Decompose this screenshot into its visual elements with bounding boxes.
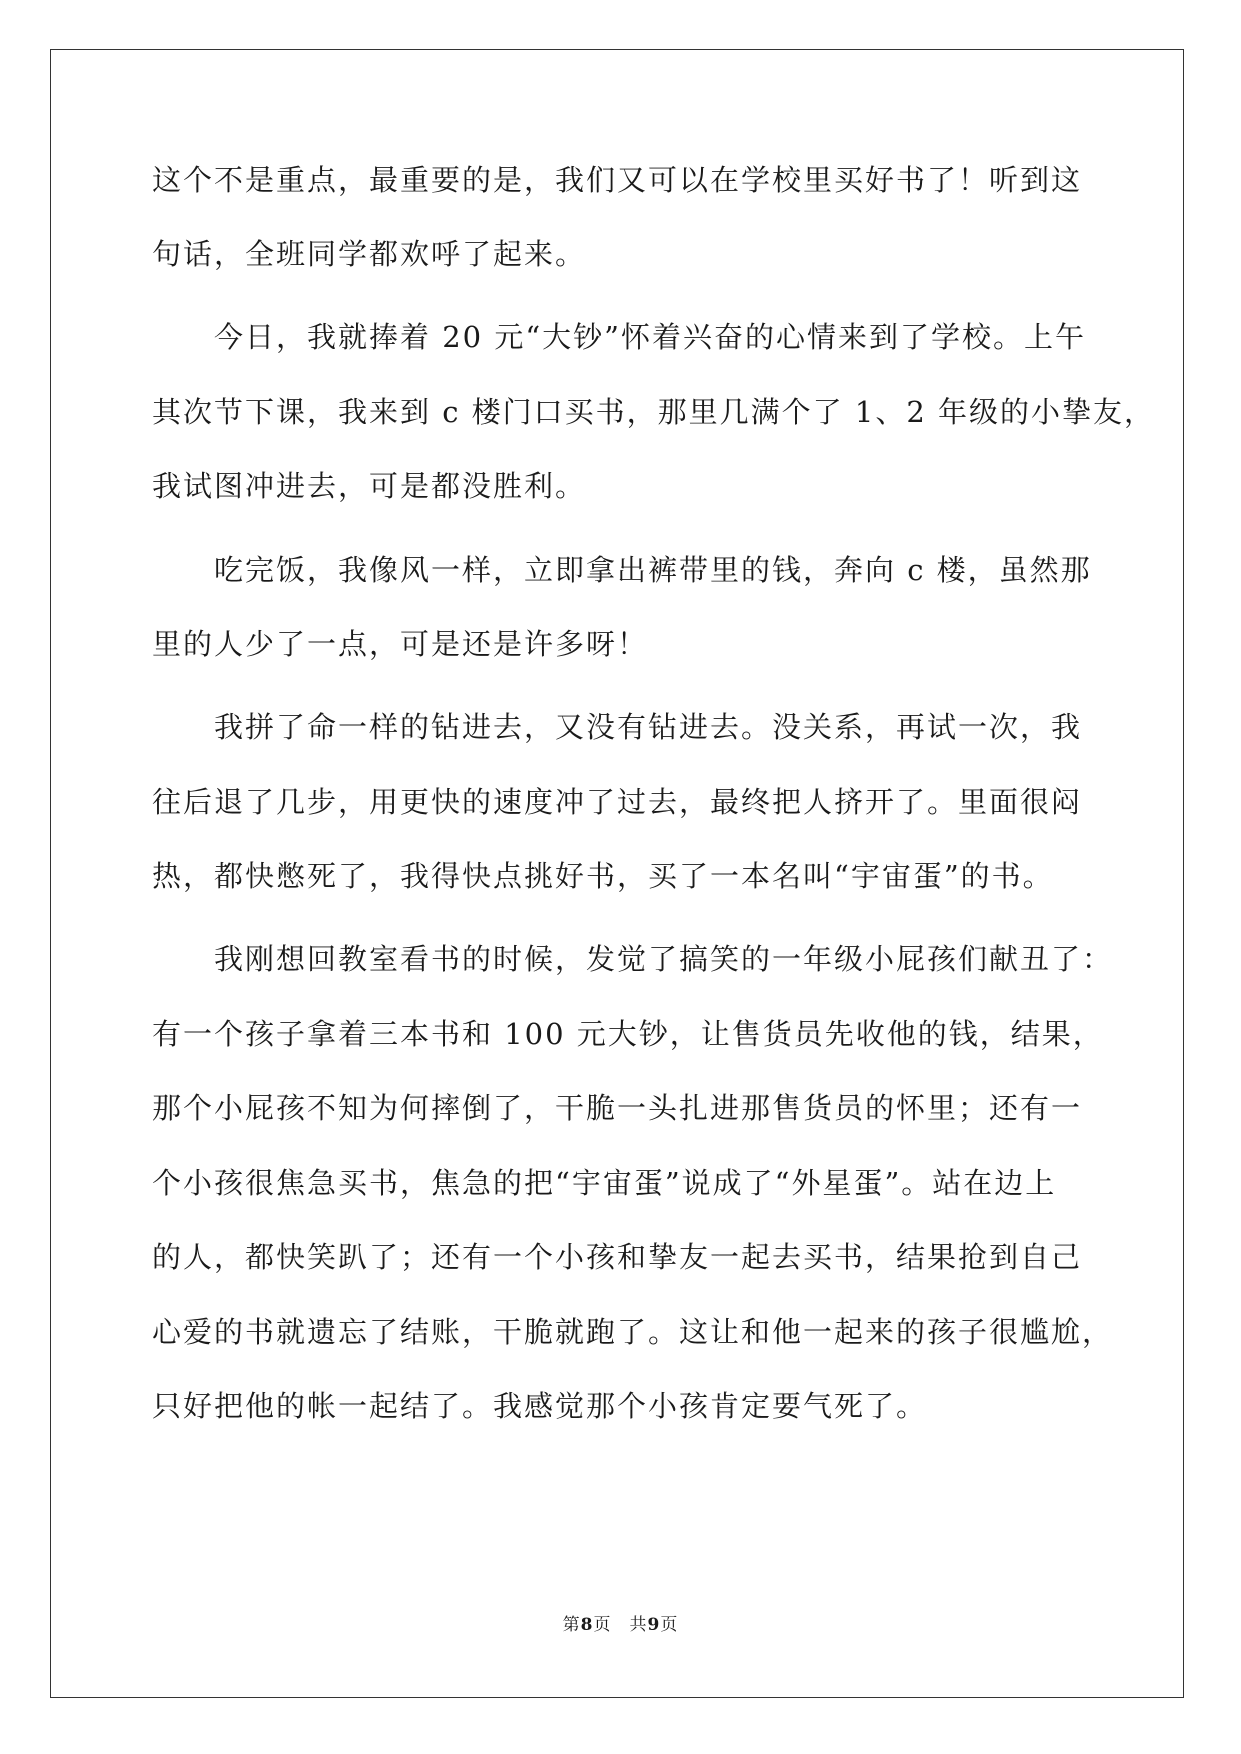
text-line: 我拼了命一样的钻进去，又没有钻进去。没关系，再试一次，我: [152, 710, 1083, 744]
footer-prefix: 第: [562, 1615, 581, 1635]
text-line: 我刚想回教室看书的时候，发觉了搞笑的一年级小屁孩们献丑了：: [152, 942, 1114, 976]
text-line: 那个小屁孩不知为何摔倒了，干脆一头扎进那售货员的怀里；还有一: [152, 1091, 1083, 1125]
current-page-number: 8: [580, 1615, 594, 1635]
text-line: 这个不是重点，最重要的是，我们又可以在学校里买好书了！听到这: [152, 163, 1083, 197]
text-line: 个小孩很焦急买书，焦急的把“宇宙蛋”说成了“外星蛋”。站在边上: [152, 1166, 1057, 1200]
text-line: 吃完饭，我像风一样，立即拿出裤带里的钱，奔向 c 楼，虽然那: [152, 553, 1092, 587]
text-line: 句话，全班同学都欢呼了起来。: [152, 237, 587, 271]
text-line: 里的人少了一点，可是还是许多呀！: [152, 627, 649, 661]
text-line: 热，都快憋死了，我得快点挑好书，买了一本名叫“宇宙蛋”的书。: [152, 859, 1054, 893]
footer-suffix: 页: [660, 1615, 679, 1635]
page-number-footer: [0, 1610, 1241, 1635]
footer-middle: 页 共: [593, 1615, 648, 1635]
text-line: 的人，都快笑趴了；还有一个小孩和挚友一起去买书，结果抢到自己: [152, 1240, 1083, 1274]
text-line: 心爱的书就遗忘了结账，干脆就跑了。这让和他一起来的孩子很尴尬，: [152, 1315, 1114, 1349]
text-line: 往后退了几步，用更快的速度冲了过去，最终把人挤开了。里面很闷: [152, 785, 1083, 819]
text-line: 只好把他的帐一起结了。我感觉那个小孩肯定要气死了。: [152, 1389, 928, 1423]
text-line: 有一个孩子拿着三本书和 100 元大钞，让售货员先收他的钱，结果，: [152, 1017, 1104, 1051]
text-line: 其次节下课，我来到 c 楼门口买书，那里几满个了 1、2 年级的小挚友，: [152, 395, 1156, 429]
total-page-count: 9: [647, 1615, 661, 1635]
text-line: 我试图冲进去，可是都没胜利。: [152, 469, 587, 503]
text-line: 今日，我就捧着 20 元“大钞”怀着兴奋的心情来到了学校。上午: [152, 320, 1086, 354]
